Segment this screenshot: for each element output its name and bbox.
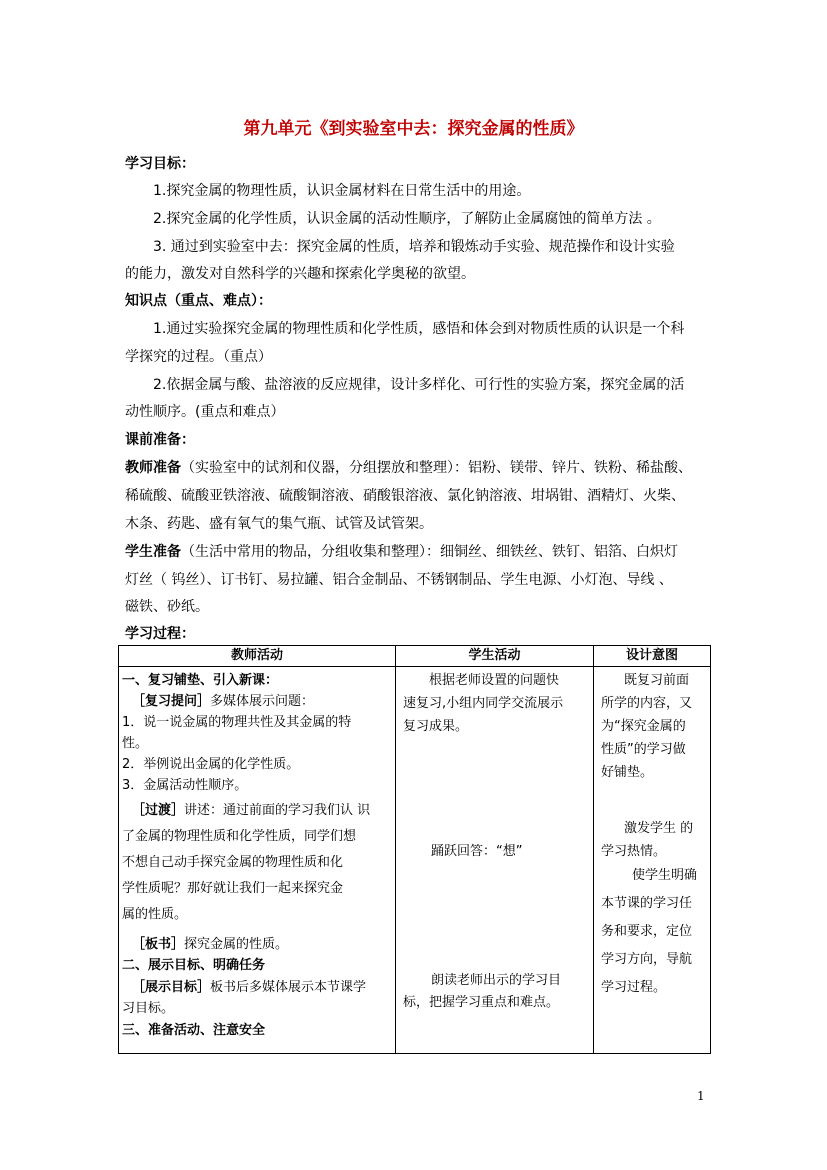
teacher-line: 不想自己动手探究金属的物理性质和化 (122, 855, 344, 870)
section-heading: 一、复习铺垫、引入新课： (122, 673, 279, 688)
section-heading: 二、展示目标、明确任务 (122, 958, 266, 973)
intent-line: 务和要求，定位 (601, 924, 693, 939)
teacher-line: 学性质呢？那好就让我们一起来探究金 (122, 881, 344, 896)
student-line: 速复习,小组内同学交流展示 (403, 696, 564, 711)
teacher-line: 习目标。 (122, 1001, 175, 1016)
header-student: 学生活动 (396, 646, 594, 667)
intent-line: 学习热情。 (601, 844, 667, 859)
intent-line: 本节课的学习任 (601, 896, 693, 911)
intent-line: 学习方向，导航 (601, 952, 693, 967)
section-heading: 三、准备活动、注意安全 (122, 1023, 266, 1038)
teacher-line: 了金属的物理性质和化学性质，同学们想 (122, 829, 357, 844)
intent-line: 既复习前面 (624, 673, 690, 688)
student-prep-label: 学生准备 (125, 544, 181, 560)
student-line: 朗读老师出示的学习目 (431, 973, 562, 988)
process-table (118, 645, 711, 1054)
teacher-line: 1．说一说金属的物理共性及其金属的特 (122, 715, 352, 730)
objectives-heading: 学习目标： (125, 156, 195, 172)
header-intent: 设计意图 (594, 646, 711, 667)
knowledge-heading: 知识点（重点、难点）： (125, 293, 272, 309)
student-line: 根据老师设置的问题快 (429, 673, 560, 688)
design-intent-cell (594, 667, 711, 1054)
student-prep-line: 灯丝（ 钨丝）、订书钉、易拉罐、铝合金制品、不锈钢制品、学生电源、小灯泡、导线 、 (125, 572, 673, 588)
intent-line: 学习过程。 (601, 980, 667, 995)
intent-line: 激发学生 的 (624, 821, 694, 836)
student-line: 复习成果。 (403, 719, 469, 734)
teacher-prep-line: 稀硫酸、硫酸亚铁溶液、硫酸铜溶液、硝酸银溶液、氯化钠溶液、坩埚钳、酒精灯、火柴、 (125, 488, 685, 504)
intent-line: 好铺垫。 (601, 765, 654, 780)
teacher-prep-label: 教师准备 (125, 460, 181, 476)
teacher-line: 3．金属活动性顺序。 (122, 778, 248, 793)
intent-line: 使学生明确 (632, 868, 698, 883)
teacher-line: 2．举例说出金属的化学性质。 (122, 757, 300, 772)
header-teacher: 教师活动 (119, 646, 396, 667)
teacher-line: ［复习提问］多媒体展示问题： (132, 694, 315, 709)
teacher-prep-line: 教师准备（实验室中的试剂和仪器，分组摆放和整理）：铝粉、镁带、锌片、铁粉、稀盐酸、 (125, 460, 692, 476)
teacher-activity-cell (119, 667, 396, 1054)
intent-line: 性质”的学习做 (601, 742, 686, 757)
teacher-line: ［展示目标］板书后多媒体展示本节课学 (132, 980, 367, 995)
student-line: 踊跃回答：“想” (431, 844, 523, 859)
teacher-line: 属的性质。 (122, 907, 188, 922)
knowledge-line: 动性顺序。(重点和难点） (125, 404, 285, 420)
intent-line: 为“探究金属的 (601, 719, 686, 734)
teacher-line: ［板书］探究金属的性质。 (132, 937, 289, 952)
objective-line: 1.探究金属的物理性质，认识金属材料在日常生活中的用途。 (153, 183, 531, 199)
student-line: 标，把握学习重点和难点。 (403, 995, 560, 1010)
student-prep-line: 磁铁、砂纸。 (125, 599, 209, 615)
knowledge-line: 1.通过实验探究金属的物理性质和化学性质，感悟和体会到对物质性质的认识是一个科 (153, 321, 685, 337)
objective-line: 3. 通过到实验室中去：探究金属的性质，培养和锻炼动手实验、规范操作和设计实验 (153, 239, 675, 255)
process-heading: 学习过程： (125, 626, 195, 642)
document-title: 第九单元《到实验室中去：探究金属的性质》 (243, 119, 584, 139)
intent-line: 所学的内容，又 (601, 696, 693, 711)
student-activity-cell (396, 667, 594, 1054)
knowledge-line: 2.依据金属与酸、盐溶液的反应规律，设计多样化、可行性的实验方案，探究金属的活 (153, 377, 685, 393)
teacher-line: ［过渡］讲述：通过前面的学习我们认 识 (132, 803, 371, 818)
objective-line: 2.探究金属的化学性质，认识金属的活动性顺序，了解防止金属腐蚀的简单方法 。 (153, 211, 661, 227)
objective-line: 的能力，激发对自然科学的兴趣和探索化学奥秘的欲望。 (125, 266, 475, 282)
page-number: 1 (697, 1089, 705, 1103)
teacher-prep-line: 木条、药匙、盛有氧气的集气瓶、试管及试管架。 (125, 516, 433, 532)
student-prep-line: 学生准备（生活中常用的物品，分组收集和整理）：细铜丝、细铁丝、铁钉、铝箔、白炽灯 (125, 544, 678, 560)
teacher-line: 性。 (122, 736, 149, 751)
prep-heading: 课前准备： (125, 432, 195, 448)
knowledge-line: 学探究的过程。（重点） (125, 349, 272, 365)
